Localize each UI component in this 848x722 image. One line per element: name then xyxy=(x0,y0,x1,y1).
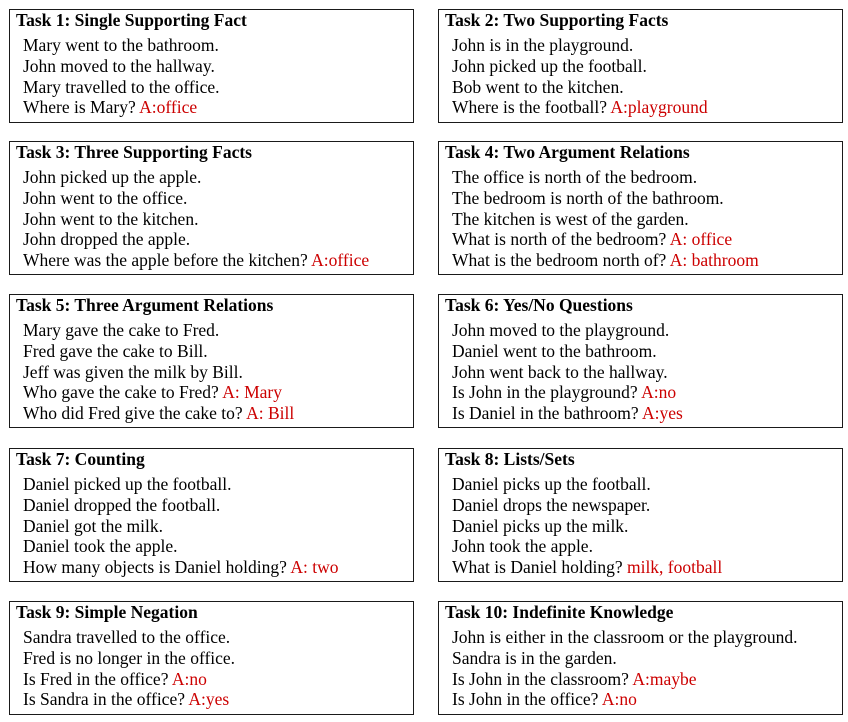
task-title: Task 4: Two Argument Relations xyxy=(445,142,690,162)
answer-text: A: office xyxy=(669,229,733,250)
question-line xyxy=(23,382,294,403)
story-line xyxy=(452,341,683,362)
statement-text: John picked up the apple. xyxy=(23,167,202,187)
question-line xyxy=(452,229,759,250)
story-line xyxy=(452,495,722,516)
statement-text: John moved to the hallway. xyxy=(23,55,215,76)
task-box-7 xyxy=(9,448,414,582)
statement-text: Mary travelled to the office. xyxy=(23,76,220,97)
answer-text: A:playground xyxy=(610,97,708,118)
task-title: Task 6: Yes/No Questions xyxy=(445,295,633,315)
question-text: Is Sandra in the office? xyxy=(23,689,189,710)
statement-text: Mary went to the bathroom. xyxy=(23,35,219,55)
answer-text: A:no xyxy=(601,689,637,710)
story-line xyxy=(452,362,683,383)
statement-text: Jeff was given the milk by Bill. xyxy=(23,361,243,382)
answer-text: A: two xyxy=(290,557,339,578)
statement-text: The office is north of the bedroom. xyxy=(452,167,698,187)
story-line xyxy=(452,627,798,648)
task-title: Task 9: Simple Negation xyxy=(16,602,198,622)
question-text: Where is the football? xyxy=(452,97,611,118)
question-line xyxy=(452,669,798,690)
answer-text: milk, football xyxy=(626,557,723,578)
story-line xyxy=(23,341,294,362)
statement-text: John took the apple. xyxy=(452,536,593,557)
story-line xyxy=(452,209,759,230)
task-box-8 xyxy=(438,448,843,582)
question-line xyxy=(23,669,235,690)
question-text: Who gave the cake to Fred? xyxy=(23,382,223,403)
question-text: Where was the apple before the kitchen? xyxy=(23,250,312,271)
task-title: Task 2: Two Supporting Facts xyxy=(445,10,669,30)
question-line xyxy=(23,689,235,710)
story-line xyxy=(452,536,722,557)
task-title: Task 7: Counting xyxy=(16,449,145,469)
statement-text: John dropped the apple. xyxy=(23,229,191,250)
story-line xyxy=(23,516,338,537)
answer-text: A: Bill xyxy=(246,403,295,424)
question-text: Is Daniel in the bathroom? xyxy=(452,403,643,424)
story-line xyxy=(452,320,683,341)
statement-text: Sandra travelled to the office. xyxy=(23,627,231,647)
task-title: Task 3: Three Supporting Facts xyxy=(16,142,252,162)
story-line xyxy=(452,56,708,77)
question-text: Is John in the playground? xyxy=(452,382,642,403)
task-box-2 xyxy=(438,9,843,123)
story-line xyxy=(23,474,338,495)
question-text: Who did Fred give the cake to? xyxy=(23,403,247,424)
question-text: Is John in the office? xyxy=(452,689,602,710)
story-line xyxy=(452,474,722,495)
story-line xyxy=(23,77,219,98)
question-text: Where is Mary? xyxy=(23,97,140,118)
story-line xyxy=(452,167,759,188)
statement-text: John is in the playground. xyxy=(452,35,634,55)
story-line xyxy=(23,627,235,648)
story-line xyxy=(23,536,338,557)
question-text: What is the bedroom north of? xyxy=(452,250,670,271)
statement-text: Daniel got the milk. xyxy=(23,515,163,536)
task-box-1 xyxy=(9,9,414,123)
task-title: Task 8: Lists/Sets xyxy=(445,449,575,469)
story-line xyxy=(23,320,294,341)
question-line xyxy=(452,689,798,710)
answer-text: A:no xyxy=(171,668,207,689)
statement-text: John picked up the football. xyxy=(452,55,647,76)
answer-text: A:office xyxy=(311,250,370,271)
answer-text: A:maybe xyxy=(632,668,697,689)
statement-text: John is either in the classroom or the playground. xyxy=(452,627,798,647)
question-text: What is north of the bedroom? xyxy=(452,229,670,250)
story-line xyxy=(23,56,219,77)
statement-text: Fred gave the cake to Bill. xyxy=(23,340,208,361)
story-line xyxy=(452,516,722,537)
story-line xyxy=(23,362,294,383)
story-line xyxy=(23,229,369,250)
answer-text: A:yes xyxy=(642,403,683,424)
statement-text: Fred is no longer in the office. xyxy=(23,647,236,668)
statement-text: Bob went to the kitchen. xyxy=(452,76,624,97)
question-text: What is Daniel holding? xyxy=(452,557,627,578)
story-line xyxy=(452,35,708,56)
story-line xyxy=(23,209,369,230)
statement-text: Daniel took the apple. xyxy=(23,536,178,557)
statement-text: Daniel picks up the football. xyxy=(452,474,651,494)
statement-text: John went to the kitchen. xyxy=(23,208,199,229)
story-line xyxy=(23,188,369,209)
question-line xyxy=(452,382,683,403)
story-line xyxy=(23,495,338,516)
statement-text: Sandra is in the garden. xyxy=(452,647,617,668)
story-line xyxy=(452,188,759,209)
story-line xyxy=(23,35,219,56)
question-line xyxy=(23,97,219,118)
statement-text: Daniel went to the bathroom. xyxy=(452,340,657,361)
task-box-9 xyxy=(9,601,414,715)
task-box-5 xyxy=(9,294,414,428)
statement-text: Mary gave the cake to Fred. xyxy=(23,320,220,340)
statement-text: Daniel picks up the milk. xyxy=(452,515,629,536)
task-title: Task 5: Three Argument Relations xyxy=(16,295,274,315)
question-text: How many objects is Daniel holding? xyxy=(23,557,291,578)
statement-text: Daniel picked up the football. xyxy=(23,474,232,494)
task-title: Task 10: Indefinite Knowledge xyxy=(445,602,674,622)
story-line xyxy=(452,648,798,669)
story-line xyxy=(452,77,708,98)
question-line xyxy=(452,250,759,271)
question-line xyxy=(23,557,338,578)
answer-text: A:office xyxy=(139,97,198,118)
answer-text: A:no xyxy=(641,382,677,403)
question-text: Is Fred in the office? xyxy=(23,668,172,689)
statement-text: John moved to the playground. xyxy=(452,320,670,340)
question-line xyxy=(23,250,369,271)
task-title: Task 1: Single Supporting Fact xyxy=(16,10,247,30)
statement-text: The kitchen is west of the garden. xyxy=(452,208,689,229)
question-line xyxy=(452,97,708,118)
statement-text: John went back to the hallway. xyxy=(452,361,668,382)
answer-text: A:yes xyxy=(188,689,230,710)
task-box-10 xyxy=(438,601,843,715)
question-line xyxy=(23,403,294,424)
story-line xyxy=(23,167,369,188)
statement-text: Daniel dropped the football. xyxy=(23,494,221,515)
task-box-4 xyxy=(438,141,843,275)
question-line xyxy=(452,403,683,424)
story-line xyxy=(23,648,235,669)
task-box-3 xyxy=(9,141,414,275)
statement-text: Daniel drops the newspaper. xyxy=(452,494,651,515)
question-text: Is John in the classroom? xyxy=(452,668,633,689)
answer-text: A: Mary xyxy=(222,382,283,403)
question-line xyxy=(452,557,722,578)
answer-text: A: bathroom xyxy=(669,250,759,271)
statement-text: John went to the office. xyxy=(23,187,188,208)
task-box-6 xyxy=(438,294,843,428)
statement-text: The bedroom is north of the bathroom. xyxy=(452,187,724,208)
